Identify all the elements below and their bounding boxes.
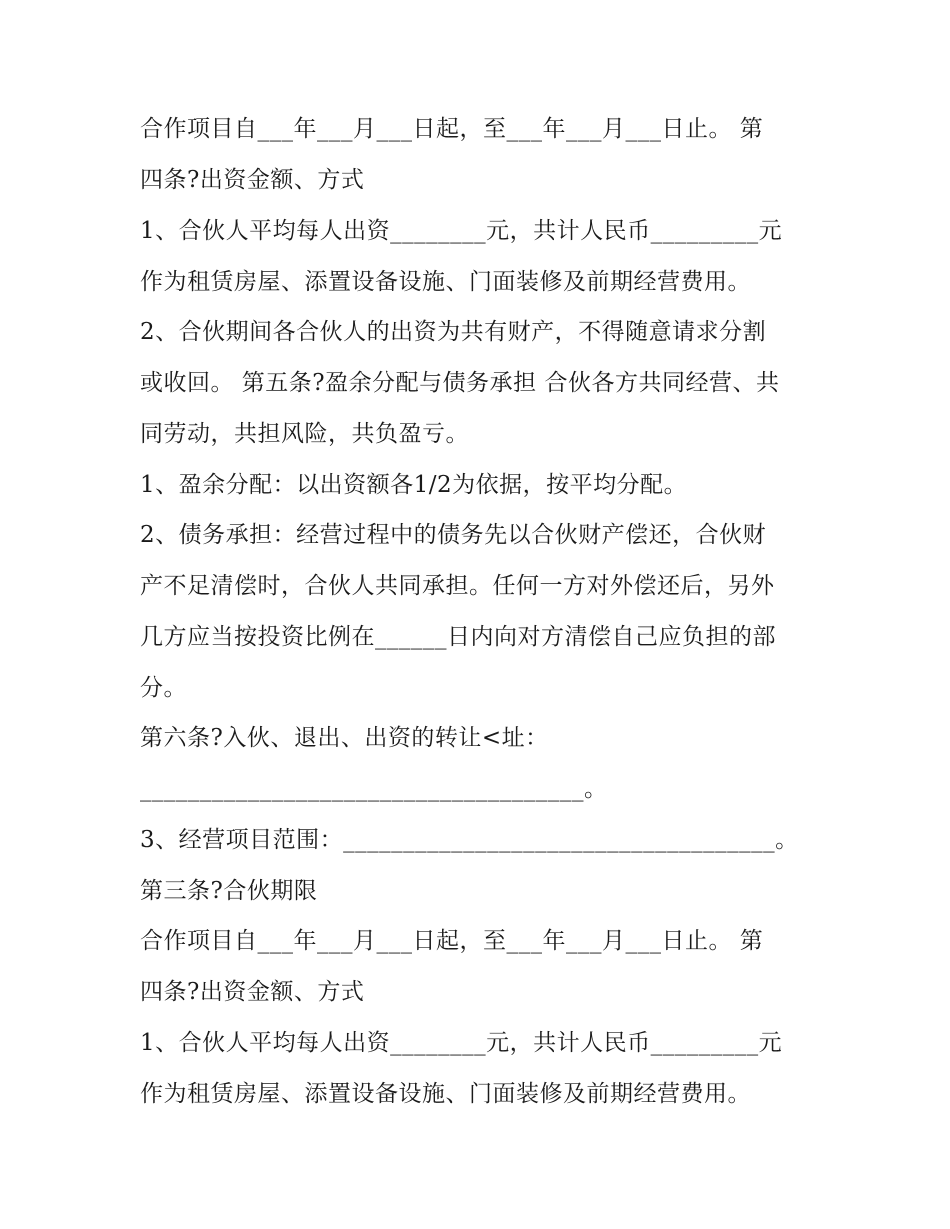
text-line: 作为租赁房屋、添置设备设施、门面装修及前期经营费用。 — [140, 1081, 751, 1107]
text-line: 3、经营项目范围：____________________________________。 — [140, 827, 799, 853]
text-line: 合作项目自___年___月___日起，至___年___月___日止。 第 — [140, 928, 764, 954]
text-line: 1、合伙人平均每人出资________元，共计人民币_________元 — [140, 1030, 783, 1056]
text-line: 合作项目自___年___月___日起，至___年___月___日止。 第 — [140, 116, 764, 142]
text-line: 四条?出资金额、方式 — [140, 979, 365, 1005]
text-line: 产不足清偿时，合伙人共同承担。任何一方对外偿还后，另外 — [140, 573, 775, 599]
text-line: 几方应当按投资比例在______日内向对方清偿自己应负担的部 — [140, 624, 776, 650]
text-line: 1、盈余分配：以出资额各1/2为依据，按平均分配。 — [140, 472, 688, 498]
text-line: 1、合伙人平均每人出资________元，共计人民币_________元 — [140, 218, 783, 244]
text-line: 或收回。 第五条?盈余分配与债务承担 合伙各方共同经营、共 — [140, 370, 780, 396]
text-line: 同劳动，共担风险，共负盈亏。 — [140, 421, 469, 447]
text-line: 作为租赁房屋、添置设备设施、门面装修及前期经营费用。 — [140, 269, 751, 295]
text-line: _____________________________________。 — [140, 776, 608, 802]
text-line: 2、合伙期间各合伙人的出资为共有财产，不得随意请求分割 — [140, 319, 767, 345]
text-line: 第六条?入伙、退出、出资的转让<址： — [140, 725, 549, 751]
text-line: 第三条?合伙期限 — [140, 878, 318, 904]
text-line: 四条?出资金额、方式 — [140, 167, 365, 193]
text-line: 分。 — [140, 675, 187, 701]
text-line: 2、债务承担：经营过程中的债务先以合伙财产偿还，合伙财 — [140, 522, 767, 548]
